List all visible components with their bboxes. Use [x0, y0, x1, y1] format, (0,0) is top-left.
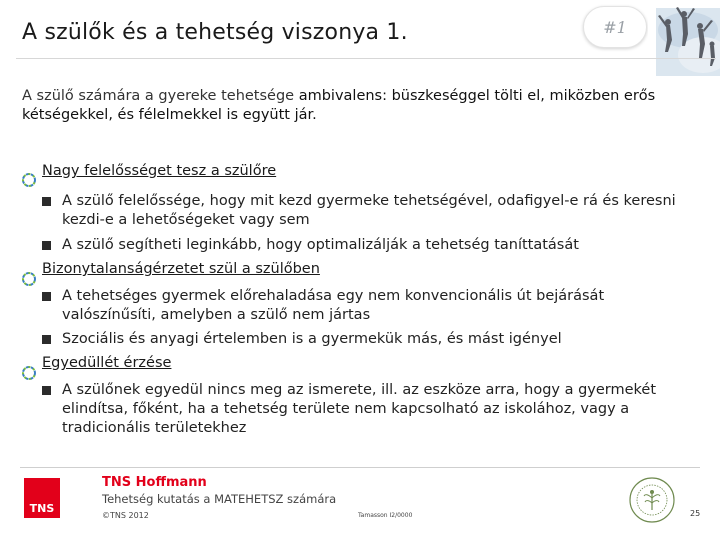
- footer-brand: TNS Hoffmann: [102, 475, 207, 490]
- bullet-item: [42, 192, 692, 230]
- bullet-item: [42, 381, 692, 438]
- square-bullet-icon: [42, 241, 51, 250]
- intro-paragraph: [22, 87, 682, 125]
- section-heading: Nagy felelősséget tesz a szülőre: [42, 163, 277, 179]
- number-badge: #1: [583, 6, 647, 48]
- square-bullet-icon: [42, 386, 51, 395]
- logo-text: TNS: [29, 502, 55, 515]
- intro-prefix: A szülő számára a gyereke tehetsége: [22, 88, 299, 104]
- footer-subtitle: Tehetség kutatás a MATEHETSZ számára: [102, 492, 337, 506]
- bullet-item: [42, 330, 692, 349]
- square-bullet-icon: [42, 335, 51, 344]
- bullet-text: A szülőnek egyedül nincs meg az ismerete, ill. az eszköze arra, hogy a gyermekét elindítsa, főként, ha a tehetség területe nem kapcsolható az iskolához, vagy a tradicionális területekhez: [62, 382, 657, 436]
- section-heading: Bizonytalanságérzetet szül a szülőben: [42, 261, 320, 277]
- footer-copyright: ©TNS 2012: [102, 511, 149, 520]
- square-bullet-icon: [42, 197, 51, 206]
- jumping-people-photo: [648, 0, 720, 76]
- dotted-circle-icon: [21, 172, 37, 188]
- bullet-text: A szülő segítheti leginkább, hogy optimalizálják a tehetség taníttatását: [62, 237, 579, 253]
- page-number: 25: [690, 509, 701, 518]
- header-divider: [16, 58, 716, 59]
- section-heading: Egyedüllét érzése: [42, 355, 172, 371]
- dotted-circle-icon: [21, 271, 37, 287]
- footer-code: Tamasson I2/0000: [358, 512, 413, 519]
- intro-highlight: ambivalens: büszkeséggel tölti el, miközben erős kétségekkel, és félelmekkel is együtt jár.: [22, 88, 656, 123]
- bullet-item: [42, 236, 692, 255]
- tns-logo: [24, 478, 60, 518]
- bullet-text: A szülő felelőssége, hogy mit kezd gyermeke tehetségével, odafigyel-e rá és keresni kezdi-e a lehetőségeket vagy sem: [62, 193, 676, 228]
- square-bullet-icon: [42, 292, 51, 301]
- bullet-text: Szociális és anyagi értelemben is a gyermekük más, és mást igényel: [62, 331, 562, 347]
- dotted-circle-icon: [21, 365, 37, 381]
- bullet-text: A tehetséges gyermek előrehaladása egy nem konvencionális út bejárását valószínűsíti, amelyben a szülő nem jártas: [62, 288, 605, 323]
- slide-title: A szülők és a tehetség viszonya 1.: [22, 20, 408, 45]
- footer-divider: [20, 467, 700, 468]
- seal-icon: [628, 476, 676, 524]
- bullet-item: [42, 287, 692, 325]
